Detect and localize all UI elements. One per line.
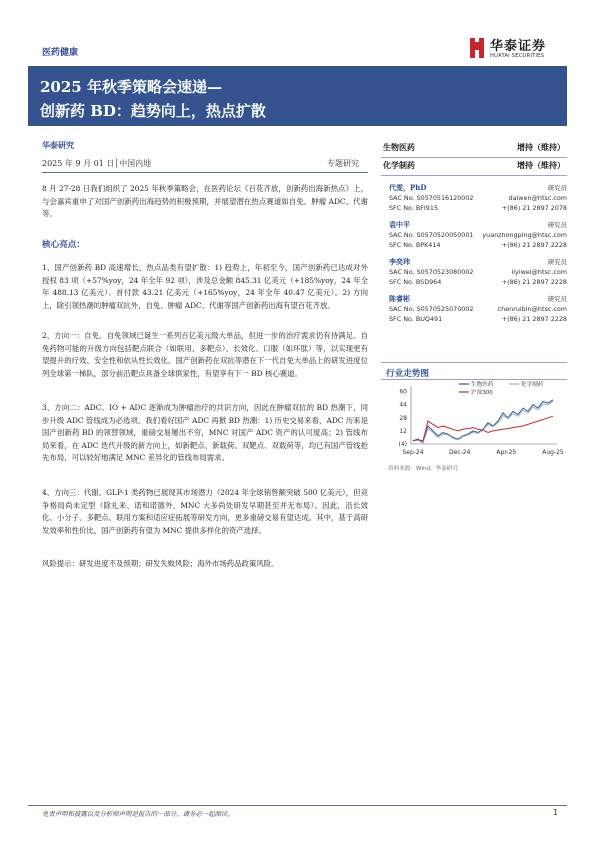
y-tick-label: 44 [399, 401, 407, 409]
analyst-role: 研究员 [547, 184, 567, 192]
analyst-role: 研究员 [547, 295, 567, 303]
section-tag: 医药健康 [42, 48, 79, 58]
analyst-email[interactable]: liyiwei@htsc.com [511, 268, 567, 276]
trend-chart-title: 行业走势图 [386, 369, 429, 379]
series-line [413, 400, 553, 443]
analyst-email[interactable]: daiwen@htsc.com [508, 194, 567, 202]
analyst-sfc: SFC No. BFI915 [389, 204, 439, 212]
intro-paragraph: 8 月 27-28 日我们组织了 2025 年秋季策略会，在医药论坛《百花齐放，创新药出海新热点》上，与会嘉宾重申了对国产创新药出海趋势的积极预期，并展望潜在热点赛道如自免、肿瘤 ADC、代谢等。 [42, 184, 368, 219]
legend-label: 生物医药 [471, 382, 494, 388]
series-line [413, 416, 553, 441]
x-tick-label: Sep-24 [402, 449, 424, 456]
chart-source: 资料来源：Wind，华泰研究 [388, 466, 458, 472]
rating-row [381, 158, 567, 174]
rating-sector: 生物医药 [383, 142, 415, 152]
x-tick-label: Dec-24 [448, 449, 471, 456]
page-number: 1 [553, 808, 559, 817]
analyst-sfc: SFC No. BPK414 [389, 241, 441, 249]
legend-label: 沪深300 [471, 390, 493, 396]
y-tick-label: 12 [399, 427, 407, 435]
analyst-sac: SAC No. S0570516120002 [389, 194, 474, 202]
y-tick-label: (4) [398, 441, 407, 448]
rating-sector: 化学制药 [383, 160, 415, 170]
highlights-heading: 核心亮点： [42, 240, 85, 250]
point-4: 4、方向三：代谢。GLP-1 类药物已展现其市场潜力（2024 年全球销售额突破 500 亿美元），但竞争格局尚未定型（除礼来、诺和诺德外，MNC 大多尚处研发早期甚至并无布局）。因此，沿长效化、小分子、多靶点、联用方案和适应症拓展等研发方向，更多重磅交易有望达成。其中，基于高研发效率和性价比，国产创新药有望为 MNC 提供多样化的资产选择。 [42, 488, 368, 535]
analyst-phone: +(86) 21 2897 2228 [501, 278, 567, 286]
analyst-phone: +(86) 21 2897 2228 [501, 241, 567, 249]
huatai-logo [467, 34, 567, 64]
analyst-name: 陈睿彬 [389, 294, 410, 303]
trend-chart [381, 380, 567, 460]
rating-row [381, 140, 567, 156]
analyst-email[interactable]: yuanzhongping@htsc.com [482, 231, 567, 239]
title-banner [28, 66, 567, 126]
rating-value: 增持（维持） [517, 142, 565, 152]
point-2: 2、方向一：自免。自免领域已诞生一系列百亿美元级大单品，但进一步的治疗需求仍有待满足。自免药物可能的升级方向包括靶点联合（如联用、多靶点）、长效化、口服（如环肽）等，以实现更有望提升的疗效、安全性和依从性长效化。国产创新药在双抗等潜在下一代自免大单品上的研发进度位列全球第一梯队，部分前沿靶点具备全球俱家性，有望享有下一 BD 核心赛道。 [42, 331, 368, 378]
report-type: 专题研究 [327, 159, 359, 168]
point-3: 3、方向二：ADC。IO + ADC 逐渐成为肿瘤治疗的共识方向，因此在肿瘤双抗的 BD 热潮下，同步升级 ADC 管线成为必选项。我们看好国产 ADC 再掀 BD 热潮：1) 历史交易来看，ADC 历来是国产创新药 BD 的领替领域，重磅交易屡出不穷，MNC 对国产 ADC 资产的认可度高；2) 管线布局来看，在 ADC 迭代升级的新方向上，如新靶点、新载荷、双靶点、双载荷等，均已有国产管线抢先布局，可以较好地满足 MNC 差异化的管线布局需求。 [42, 403, 368, 463]
y-tick-label: 28 [399, 414, 407, 422]
analyst-name: 李奕玮 [389, 257, 410, 266]
divider [381, 175, 567, 176]
y-tick-label: 60 [399, 388, 407, 396]
risk-warning: 风险提示：研发进度不及预期；研发失败风险；海外市场药品政策风险。 [42, 559, 279, 568]
legend-label: 化学制药 [521, 382, 544, 388]
report-title-line1: 2025 年秋季策略会速递— [40, 78, 222, 96]
analyst-sac: SAC No. S0570523080002 [389, 268, 474, 276]
footer-divider [28, 805, 567, 806]
divider [42, 172, 368, 173]
analyst-sac: SAC No. S0570520050001 [389, 231, 474, 239]
analyst-email[interactable]: chenruibin@htsc.com [497, 305, 567, 313]
huatai-logo-icon [467, 36, 487, 60]
analyst-phone: +(86) 21 2897 2078 [501, 204, 567, 212]
analyst-sfc: SFC No. BUQ491 [389, 315, 443, 323]
analyst-sfc: SFC No. BSD964 [389, 278, 442, 286]
analyst-role: 研究员 [547, 221, 567, 229]
analyst-name: 袁中平 [389, 220, 410, 229]
x-tick-label: Aug-25 [542, 449, 564, 456]
report-date: 2025 年 9 月 01 日│中国内地 [42, 159, 152, 168]
report-title-line2: 创新药 BD：趋势向上，热点扩散 [40, 102, 266, 120]
logo-name: 华泰证券 [490, 39, 547, 54]
analyst-sac: SAC No. S0570525070002 [389, 305, 474, 313]
logo-subtitle: HUATAI SECURITIES [490, 53, 545, 59]
series-line [413, 402, 553, 444]
rating-value: 增持（维持） [517, 160, 565, 170]
footer-disclaimer: 免责声明和披露以及分析师声明是报告的一部分，请务必一起阅读。 [42, 810, 234, 818]
point-1: 1、国产创新药 BD 高速增长，热点品类有望扩散：1) 趋势上，年初至今，国产创新药已达成对外授权 83 项（+57%yoy，24 年全年 92 项），涉及总金额 845.31 亿美元（+185%yoy，24 年全年 488.13 亿美元）、首付款 43.21 亿美元（+165%yoy，24 年全年 40.47 亿美元）。2) 方向上，除引领热潮的肿瘤双抗外，自免、肿瘤 ADC、代谢等国产创新药出海有望百花齐放。 [42, 263, 368, 310]
analyst-name: 代雯，PhD [389, 183, 427, 192]
research-brand: 华泰研究 [42, 140, 74, 150]
analyst-role: 研究员 [547, 258, 567, 266]
x-tick-label: Apr-25 [496, 449, 517, 456]
analyst-phone: +(86) 21 2897 2228 [501, 315, 567, 323]
divider [381, 362, 567, 363]
